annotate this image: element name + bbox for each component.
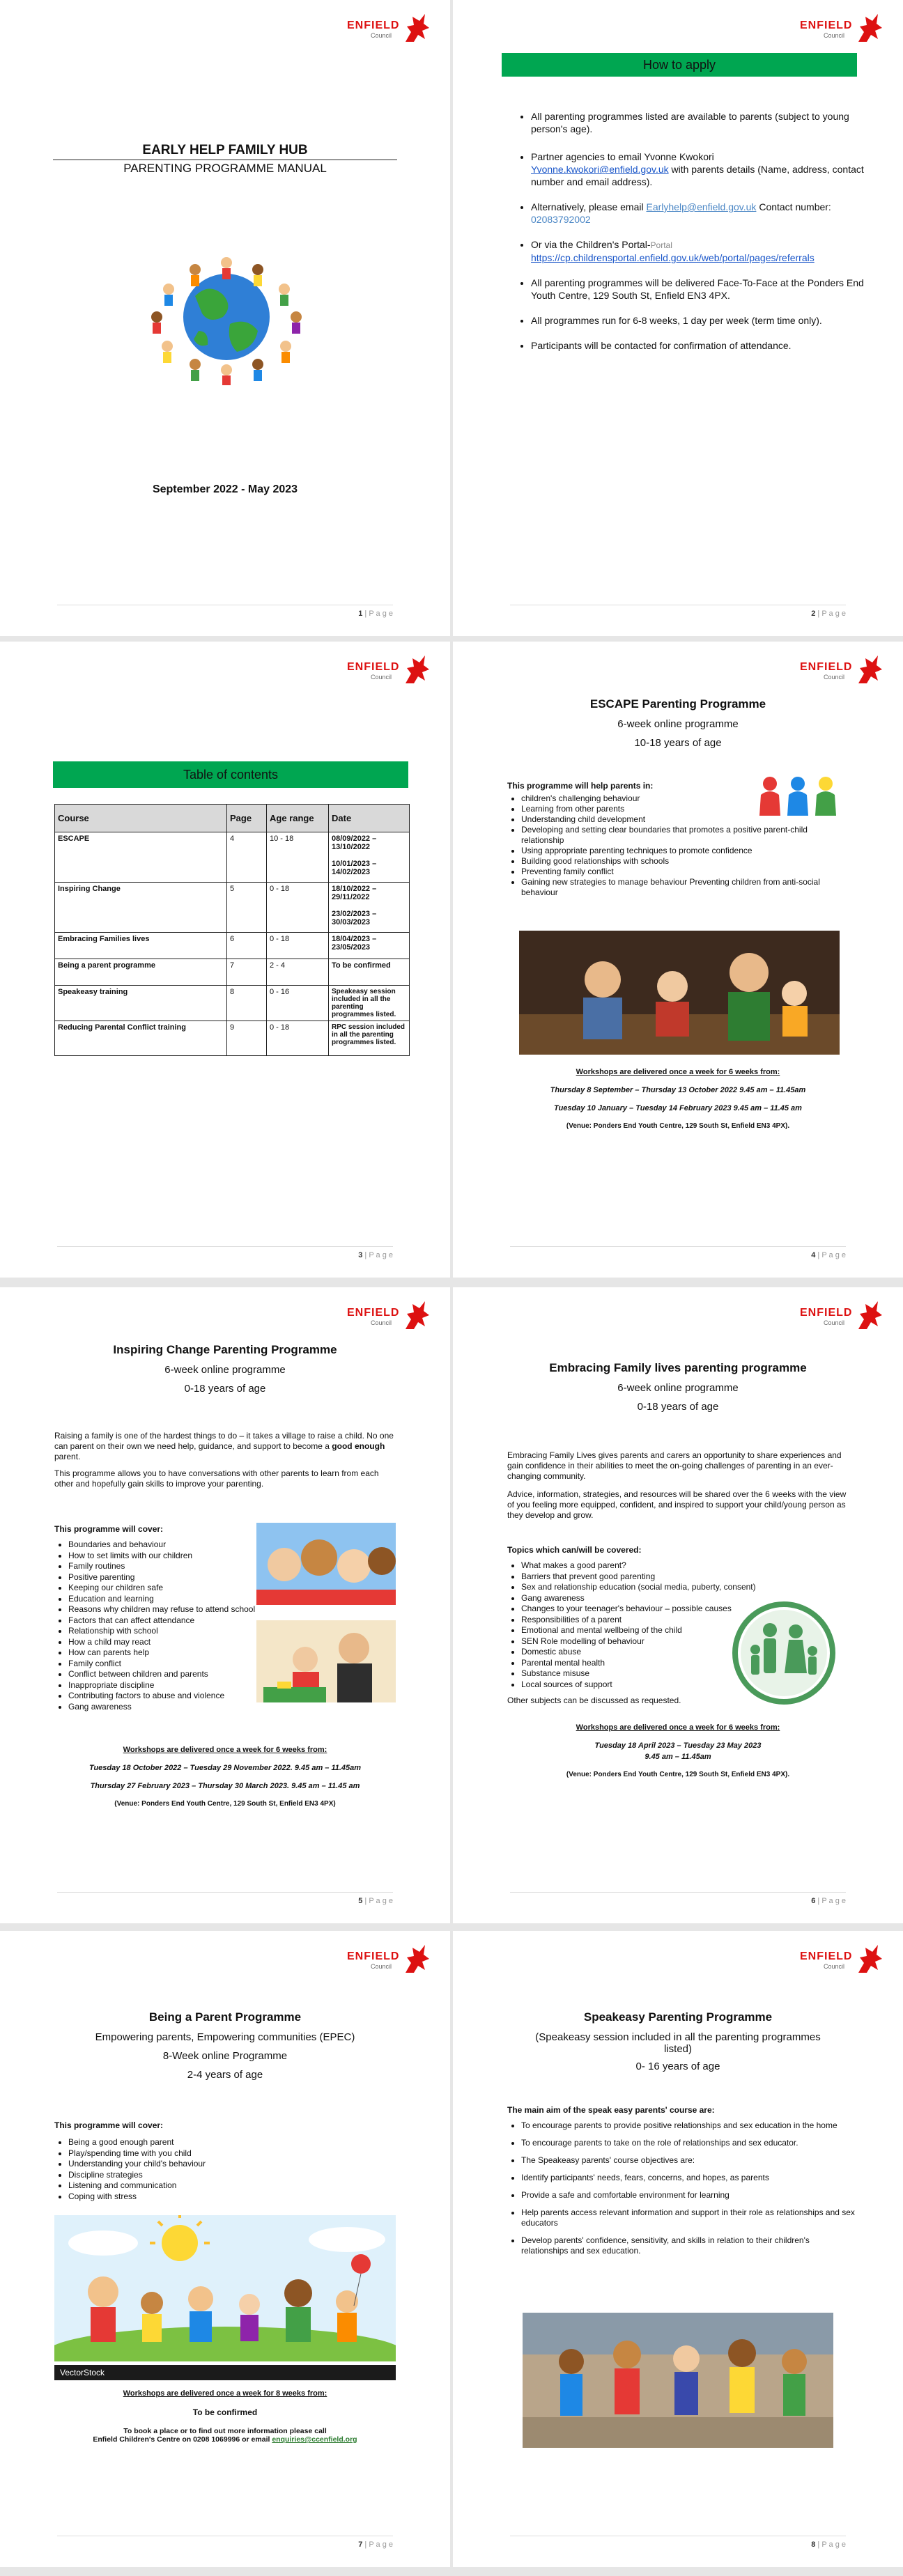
page-3 [0, 642, 450, 1278]
venue: (Venue: Ponders End Youth Centre, 129 South St, Enfield EN3 4PX) [114, 1800, 336, 1808]
course-cell: Speakeasy training [55, 986, 227, 1021]
course-cell: Embracing Families lives [55, 933, 227, 959]
column-header: Age range [267, 805, 329, 832]
age-cell: 10 - 18 [267, 832, 329, 883]
list-item: • To encourage parents to take on the role of relationships and sex educator. [521, 2138, 856, 2148]
list-item: • To encourage parents to provide positive relationships and sex education in the home [521, 2120, 856, 2131]
enfield-logo: ENFIELD Council [347, 1942, 431, 1977]
intro-paragraph: Embracing Family Lives gives parents and carers an opportunity to share experiences and gain confidence in their abilities to meet the on-going challenges of parenting in an ever-changing community. [507, 1450, 842, 1481]
page-4 [453, 642, 903, 1278]
list-item: • Develop parents' confidence, sensitivity, and skills in relation to their children's relationships and sex education. [521, 2235, 856, 2256]
list-item: • children's challenging behaviour [521, 793, 758, 804]
table-row [55, 933, 410, 959]
page-1 [0, 0, 450, 636]
enfield-logo: ENFIELD Council [800, 653, 883, 688]
list-item: • Domestic abuse [521, 1647, 786, 1658]
page-cell: 4 [227, 832, 267, 883]
age-cell: 0 - 18 [267, 1021, 329, 1056]
list-item: • Help parents access relevant information and support in their role as relationships and sex educators [521, 2208, 856, 2228]
table-row [55, 1021, 410, 1056]
list-item: • Factors that can affect attendance [68, 1615, 291, 1627]
date-cell: Speakeasy session included in all the parenting programmes listed. [329, 986, 410, 1021]
dragon-logo-icon [854, 11, 883, 45]
date-range: September 2022 - May 2023 [152, 483, 298, 495]
subtitle: 6-week online programme [617, 718, 739, 730]
list-item: • Boundaries and behaviour [68, 1539, 291, 1551]
aims-list [507, 2120, 856, 2256]
email-link-enquiries[interactable]: enquiries@ccenfield.org [272, 2435, 357, 2444]
list-item: • How to set limits with our children [68, 1551, 291, 1562]
page-cell: 5 [227, 883, 267, 933]
dragon-logo-icon [401, 653, 431, 686]
list-item: • Participants will be contacted for confirmation of attendance. [531, 339, 865, 352]
age-cell: 0 - 18 [267, 933, 329, 959]
portal-label: Portal [650, 240, 672, 250]
workshop-dates-2: 9.45 am – 11.45am [645, 1753, 711, 1761]
list-item: • Emotional and mental wellbeing of the child [521, 1625, 786, 1636]
page-2 [453, 0, 903, 636]
list-item: • Developing and setting clear boundaries that promotes a positive parent-child relationship [521, 825, 842, 846]
cartoon-family-image [54, 2215, 396, 2377]
list-item: • Or via the Children's Portal-Portal https://cp.childrensportal.enfield.gov.uk/web/portal/pages/referrals [531, 238, 865, 264]
age-cell: 0 - 18 [267, 883, 329, 933]
toc-banner: Table of contents [53, 761, 408, 788]
page-cell: 9 [227, 1021, 267, 1056]
list-item: • Preventing family conflict [521, 867, 758, 877]
venue: (Venue: Ponders End Youth Centre, 129 South St, Enfield EN3 4PX). [566, 1122, 790, 1130]
page-cell: 6 [227, 933, 267, 959]
list-item: • Barriers that prevent good parenting [521, 1572, 786, 1583]
section-intro: Topics which can/will be covered: [507, 1545, 642, 1555]
page-title: Being a Parent Programme [148, 2010, 302, 2024]
list-item: • Coping with stress [68, 2191, 347, 2203]
page-footer: 8 | P a g e [510, 2536, 846, 2549]
list-item: • All programmes run for 6-8 weeks, 1 day per week (term time only). [531, 314, 865, 327]
page-footer: 2 | P a g e [510, 605, 846, 618]
page-7 [0, 1931, 450, 2567]
list-item: • Partner agencies to email Yvonne Kwokori Yvonne.kwokori@enfield.gov.uk with parents details (Name, address, contact number and email address). [531, 150, 865, 188]
list-item: • Identify participants' needs, fears, concerns, and hopes, as parents [521, 2173, 856, 2183]
section-intro: This programme will cover: [54, 2120, 164, 2130]
list-item: • Gaining new strategies to manage behaviour Preventing children from anti-social behaviour [521, 877, 849, 898]
list-item: • Inappropriate discipline [68, 1680, 291, 1691]
children-photo-image [256, 1523, 396, 1605]
list-item: • Positive parenting [68, 1572, 291, 1583]
cover-list [54, 2137, 347, 2202]
list-item: • Conflict between children and parents [68, 1669, 291, 1680]
subtitle: (Speakeasy session included in all the parenting programmes listed) [535, 2031, 821, 2055]
list-item: • Substance misuse [521, 1668, 786, 1679]
intro-paragraph-2: Advice, information, strategies, and resources will be shared over the 6 weeks with the view of you feeling more equipped, confident, and inspired to support your child/young person as they develop and grow. [507, 1489, 847, 1520]
column-header: Course [55, 805, 227, 832]
list-item: • All parenting programmes will be delivered Face-To-Face at the Ponders End Youth Centre, 129 South St, Enfield EN3 4PX. [531, 277, 865, 302]
list-item: • Using appropriate parenting techniques to promote confidence [521, 846, 842, 856]
dragon-logo-icon [401, 11, 431, 45]
family-photo-image [519, 931, 840, 1055]
dragon-logo-icon [401, 1942, 431, 1976]
page-6 [453, 1287, 903, 1923]
age-cell: 2 - 4 [267, 959, 329, 986]
table-row [55, 959, 410, 986]
enfield-logo: ENFIELD Council [800, 1942, 883, 1977]
list-item: • Contributing factors to abuse and violence [68, 1691, 291, 1702]
subtitle: 0-18 years of age [184, 1383, 266, 1395]
workshops-heading: Workshops are delivered once a week for 6 weeks from: [576, 1068, 780, 1076]
list-item: • How a child may react [68, 1637, 291, 1648]
globe-children-image [118, 247, 334, 387]
list-item: • Discipline strategies [68, 2170, 347, 2181]
booking-info: To book a place or to find out more information please call Enfield Children's Centre on 0208 1069996 or email enquiries@ccenfield.org [93, 2427, 357, 2444]
dragon-logo-icon [401, 1298, 431, 1332]
date-cell: 18/10/2022 – 29/11/2022 23/02/2023 – 30/03/2023 [329, 883, 410, 933]
table-row [55, 986, 410, 1021]
heading-block [495, 697, 861, 749]
date-cell: 08/09/2022 – 13/10/2022 10/01/2023 – 14/02/2023 [329, 832, 410, 883]
heading-block [495, 1361, 861, 1413]
subtitle: 6-week online programme [164, 1364, 286, 1376]
workshop-dates-1: Tuesday 18 April 2023 – Tuesday 23 May 2023 [594, 1741, 762, 1750]
help-list [507, 793, 820, 898]
venue: (Venue: Ponders End Youth Centre, 129 South St, Enfield EN3 4PX). [566, 1771, 790, 1778]
workshop-dates-1: Tuesday 18 October 2022 – Tuesday 29 November 2022. 9.45 am – 11.45am [88, 1764, 362, 1772]
heading-block [42, 2010, 408, 2081]
list-item: • Changes to your teenager's behaviour – possible causes [521, 1604, 786, 1615]
toc-table [54, 804, 410, 1056]
list-item: • Reasons why children may refuse to attend school [68, 1604, 291, 1615]
portal-link[interactable]: https://cp.childrensportal.enfield.gov.uk/web/portal/pages/referrals [531, 252, 815, 263]
family-circle-icon [752, 774, 843, 824]
column-header: Page [227, 805, 267, 832]
page-footer: 4 | P a g e [510, 1246, 846, 1259]
table-row [55, 883, 410, 933]
intro-paragraph: Raising a family is one of the hardest things to do – it takes a village to raise a child. No one can parent on their own we need help, guidance, and support to become a good enough parent. [54, 1431, 394, 1461]
page-8 [453, 1931, 903, 2567]
column-header: Date [329, 805, 410, 832]
subtitle: 2-4 years of age [187, 2069, 263, 2081]
to-be-confirmed: To be confirmed [192, 2407, 258, 2417]
date-cell: 18/04/2023 – 23/05/2023 [329, 933, 410, 959]
page-cell: 7 [227, 959, 267, 986]
list-item: • Listening and communication [68, 2180, 347, 2191]
dragon-logo-icon [854, 1942, 883, 1976]
list-item: • Provide a safe and comfortable environment for learning [521, 2190, 856, 2201]
list-item: • All parenting programmes listed are available to parents (subject to young person's age). [531, 110, 865, 135]
subtitle: Empowering parents, Empowering communities (EPEC) [95, 2031, 355, 2043]
heading-block [42, 1343, 408, 1395]
course-cell: Reducing Parental Conflict training [55, 1021, 227, 1056]
subtitle: 8-Week online Programme [162, 2050, 288, 2062]
cover-title-block [53, 143, 397, 176]
page-title: Speakeasy Parenting Programme [583, 2010, 773, 2024]
page-footer: 6 | P a g e [510, 1892, 846, 1905]
family-circle-icon [732, 1601, 836, 1705]
stock-watermark: VectorStock [54, 2365, 396, 2380]
dragon-logo-icon [854, 653, 883, 686]
email-link-yvonne[interactable]: Yvonne.kwokori@enfield.gov.uk [531, 164, 669, 175]
page-title: Inspiring Change Parenting Programme [113, 1343, 337, 1356]
list-item: • How can parents help [68, 1647, 291, 1659]
page-subtitle: PARENTING PROGRAMME MANUAL [123, 162, 327, 175]
list-item: • Understanding child development [521, 814, 758, 825]
course-cell: Inspiring Change [55, 883, 227, 933]
heading-block [495, 2010, 861, 2072]
dragon-logo-icon [854, 1298, 883, 1332]
page-footer: 1 | P a g e [57, 605, 393, 618]
list-item: • Responsibilities of a parent [521, 1615, 786, 1626]
email-link-earlyhelp[interactable]: Earlyhelp@enfield.gov.uk [646, 201, 757, 212]
list-item: • The Speakeasy parents' course objectives are: [521, 2155, 856, 2166]
list-item: • Learning from other parents [521, 804, 758, 814]
date-cell: RPC session included in all the parenting programmes listed. [329, 1021, 410, 1056]
list-item: • Keeping our children safe [68, 1583, 291, 1594]
subtitle: 0-18 years of age [637, 1401, 719, 1413]
sun-cartoon-image [54, 2215, 396, 2361]
subtitle: 0- 16 years of age [635, 2061, 720, 2072]
table-header-row [55, 805, 410, 832]
list-item: • SEN Role modelling of behaviour [521, 1636, 786, 1647]
page-footer: 7 | P a g e [57, 2536, 393, 2549]
apply-list [517, 110, 865, 352]
list-item: • Relationship with school [68, 1626, 291, 1637]
workshop-dates-1: Thursday 8 September – Thursday 13 October 2022 9.45 am – 11.45am [550, 1086, 806, 1094]
table-row [55, 832, 410, 883]
workshops-heading: Workshops are delivered once a week for 6 weeks from: [123, 1746, 327, 1754]
list-item: • Sex and relationship education (social media, puberty, consent) [521, 1582, 786, 1593]
list-item: • Being a good enough parent [68, 2137, 347, 2148]
age-cell: 0 - 16 [267, 986, 329, 1021]
enfield-logo: ENFIELD Council [347, 1298, 431, 1333]
mother-child-photo-image [256, 1620, 396, 1702]
list-item: • Local sources of support [521, 1679, 786, 1691]
page-footer: 5 | P a g e [57, 1892, 393, 1905]
how-to-apply-banner: How to apply [502, 53, 857, 77]
course-cell: Being a parent programme [55, 959, 227, 986]
list-item: • Parental mental health [521, 1658, 786, 1669]
workshops-heading: Workshops are delivered once a week for 6 weeks from: [576, 1723, 780, 1732]
enfield-logo: ENFIELD Council [800, 11, 883, 46]
subtitle: 6-week online programme [617, 1382, 739, 1394]
enfield-logo: ENFIELD Council [347, 11, 431, 46]
page-title: Embracing Family lives parenting programme [549, 1361, 807, 1374]
page-title: ESCAPE Parenting Programme [589, 697, 766, 711]
list-item: • Understanding your child's behaviour [68, 2159, 347, 2170]
date-cell: To be confirmed [329, 959, 410, 986]
section-intro: The main aim of the speak easy parents' course are: [507, 2105, 715, 2115]
workshop-dates-2: Thursday 27 February 2023 – Thursday 30 March 2023. 9.45 am – 11.45 am [90, 1782, 360, 1790]
list-item: • Gang awareness [521, 1593, 786, 1604]
list-item: • Gang awareness [68, 1702, 291, 1713]
children-running-photo-image [523, 2313, 833, 2448]
cover-list [54, 1539, 291, 1712]
section-intro: This programme will help parents in: [507, 781, 654, 791]
list-item: • What makes a good parent? [521, 1560, 786, 1572]
other-subjects-note: Other subjects can be discussed as requested. [507, 1696, 681, 1705]
enfield-logo: ENFIELD Council [800, 1298, 883, 1333]
course-cell: ESCAPE [55, 832, 227, 883]
intro-paragraph-2: This programme allows you to have conversations with other parents to learn from each other and hopefully gain skills to improve your parenting. [54, 1468, 379, 1489]
subtitle: 10-18 years of age [634, 737, 722, 749]
list-item: • Building good relationships with schools [521, 856, 758, 867]
list-item: • Play/spending time with you child [68, 2148, 347, 2159]
section-intro: This programme will cover: [54, 1524, 164, 1534]
workshop-dates-2: Tuesday 10 January – Tuesday 14 February 2023 9.45 am – 11.45 am [554, 1104, 802, 1112]
page-footer: 3 | P a g e [57, 1246, 393, 1259]
page-cell: 8 [227, 986, 267, 1021]
contact-number: 02083792002 [531, 214, 591, 225]
enfield-logo: ENFIELD Council [347, 653, 431, 688]
workshops-heading: Workshops are delivered once a week for 8 weeks from: [123, 2389, 327, 2398]
list-item: • Family routines [68, 1561, 291, 1572]
list-item: • Education and learning [68, 1594, 291, 1605]
page-5 [0, 1287, 450, 1923]
list-item: • Family conflict [68, 1659, 291, 1670]
list-item: • Alternatively, please email Earlyhelp@enfield.gov.uk Contact number: 02083792002 [531, 201, 865, 226]
page-title: EARLY HELP FAMILY HUB [142, 143, 308, 157]
